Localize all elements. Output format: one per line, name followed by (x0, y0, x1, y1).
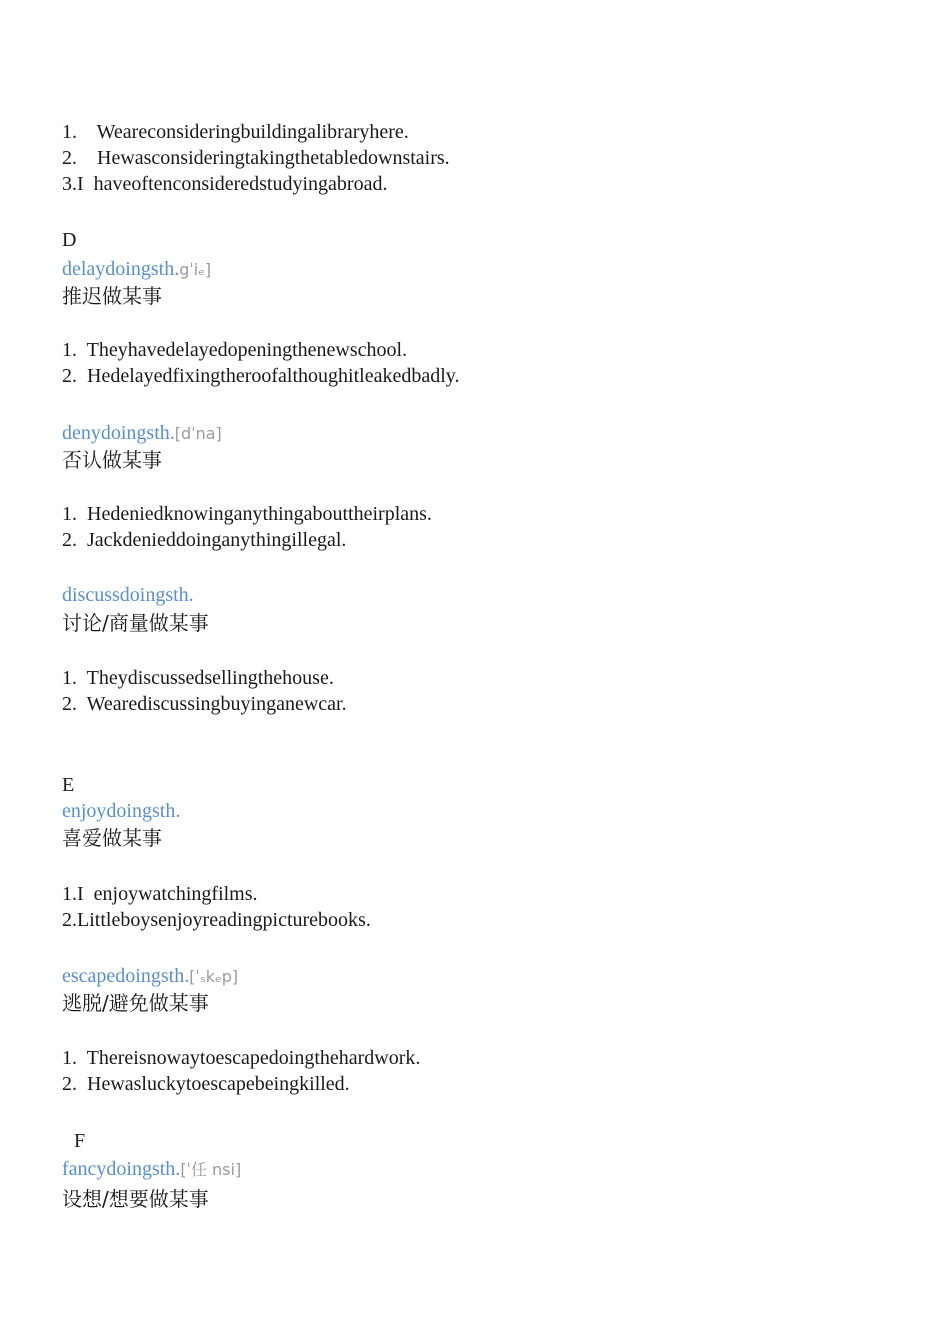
example-sentence: 2.Littleboysenjoyreadingpicturebooks. (62, 909, 371, 931)
phrase-meaning: 设想/想要做某事 (62, 1187, 209, 1211)
phrase-text: enjoydoingsth. (62, 800, 181, 822)
phrase-heading (62, 963, 238, 990)
phrase-heading (62, 798, 180, 824)
phonetic-text: [dˈna] (174, 424, 222, 443)
phonetic-text: gˈiₑ] (179, 260, 212, 279)
phrase-text: fancydoingsth. (62, 1158, 181, 1180)
phrase-meaning: 讨论/商量做某事 (62, 611, 209, 635)
phrase-meaning: 喜爱做某事 (62, 826, 162, 850)
phrase-meaning: 逃脱/避免做某事 (62, 991, 209, 1015)
section-letter-f: F (74, 1130, 86, 1152)
example-sentence: 1. Theydiscussedsellingthehouse. (62, 667, 334, 689)
example-sentence: 2. Hewasconsideringtakingthetabledownstairs. (62, 147, 450, 169)
section-letter-e: E (62, 774, 75, 796)
example-sentence: 2. Jackdenieddoinganythingillegal. (62, 529, 347, 551)
example-sentence: 2. Hedelayedfixingtheroofalthoughitleakedbadly. (62, 365, 460, 387)
example-sentence: 3.I haveoftenconsideredstudyingabroad. (62, 173, 388, 195)
phrase-meaning: 否认做某事 (62, 448, 162, 472)
example-sentence: 1.I enjoywatchingfilms. (62, 883, 258, 905)
example-sentence: 1. Theyhavedelayedopeningthenewschool. (62, 339, 408, 361)
phrase-heading (62, 582, 194, 608)
example-sentence: 1. Hedeniedknowinganythingabouttheirplans. (62, 503, 432, 525)
example-sentence: 2. Wearediscussingbuyinganewcar. (62, 693, 347, 715)
phrase-text: delaydoingsth. (62, 258, 180, 280)
phrase-meaning: 推迟做某事 (62, 284, 162, 308)
example-sentence: 1. Thereisnowaytoescapedoingthehardwork. (62, 1047, 421, 1069)
section-letter-d: D (62, 229, 77, 251)
phrase-text: denydoingsth. (62, 422, 175, 444)
phrase-text: escapedoingsth. (62, 965, 190, 987)
phrase-text: discussdoingsth. (62, 584, 194, 606)
example-sentence: 2. Hewasluckytoescapebeingkilled. (62, 1073, 350, 1095)
phonetic-text: [ˈₛkₑp] (189, 967, 239, 986)
example-sentence: 1. Weareconsideringbuildingalibraryhere. (62, 121, 409, 143)
phrase-heading (62, 1156, 241, 1183)
phonetic-text: [ˈ任 nsi] (180, 1160, 242, 1179)
phrase-heading (62, 256, 211, 283)
phrase-heading (62, 420, 222, 447)
